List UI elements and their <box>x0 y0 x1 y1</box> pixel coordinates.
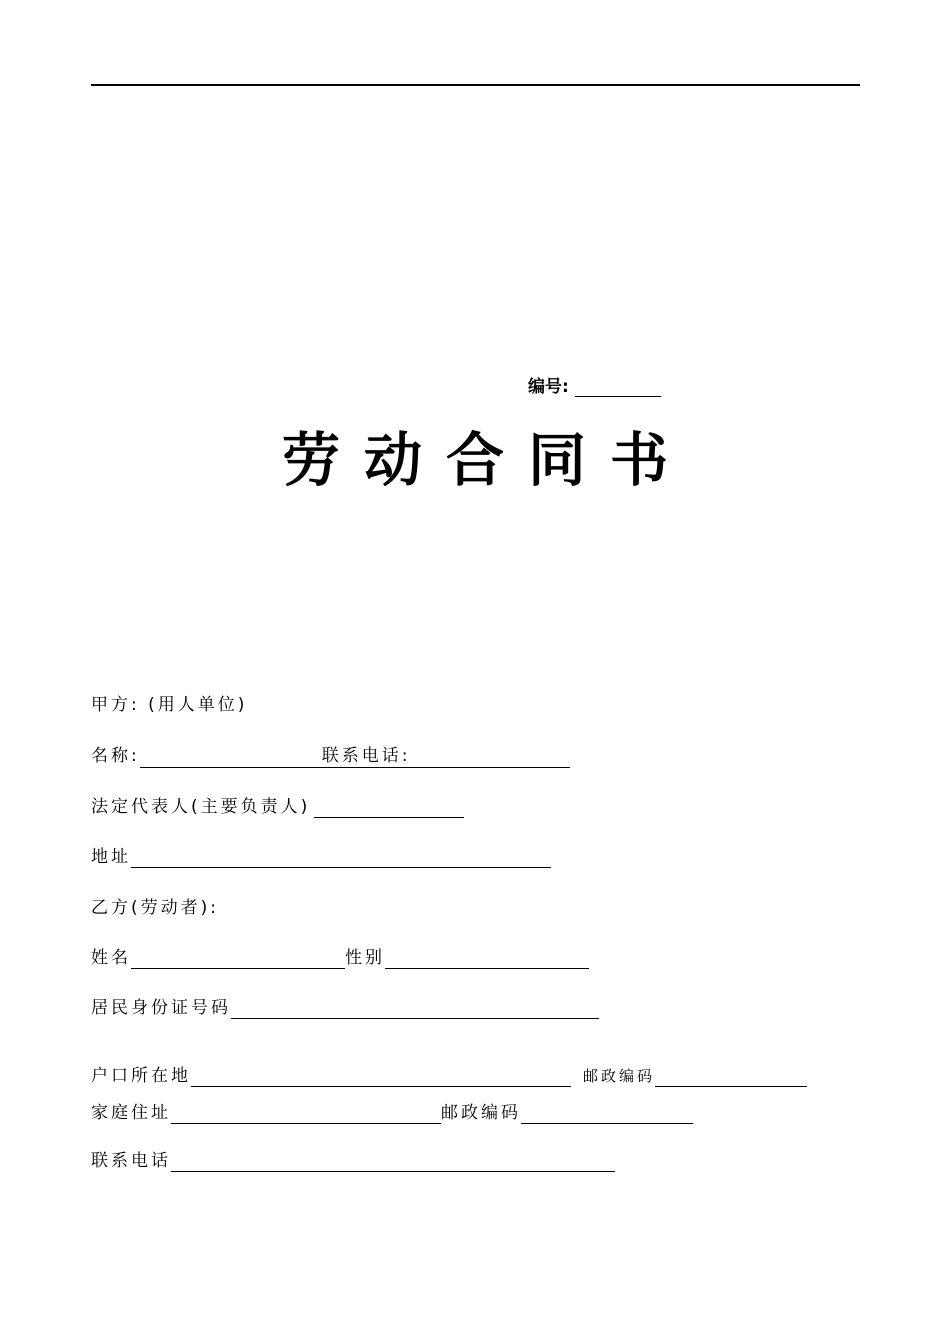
doc-number-field[interactable] <box>575 378 661 397</box>
party-a-legal-rep-field[interactable] <box>314 799 464 818</box>
party-b-hukou-postcode-field[interactable] <box>655 1068 807 1087</box>
party-b-heading: 乙方(劳动者): <box>91 898 219 918</box>
party-a-phone-field[interactable] <box>410 749 570 768</box>
party-a-name-row <box>91 745 570 768</box>
party-b-id-field[interactable] <box>231 1000 599 1019</box>
doc-number-label: 编号: <box>528 377 569 397</box>
party-b-home-postcode-field[interactable] <box>521 1105 693 1124</box>
party-b-phone-field[interactable] <box>171 1153 615 1172</box>
party-a-name-label: 名称: <box>91 746 140 766</box>
party-b-hukou-field[interactable] <box>191 1068 571 1087</box>
party-b-gender-label: 性别 <box>345 948 385 968</box>
party-a-address-label: 地址 <box>91 847 131 867</box>
page-title: 劳动合同书 <box>281 426 692 494</box>
party-b-home-address-field[interactable] <box>171 1105 441 1124</box>
party-b-home-postcode-label: 邮政编码 <box>441 1103 521 1123</box>
party-b-hukou-postcode-label: 邮政编码 <box>583 1067 656 1085</box>
party-a-address-field[interactable] <box>131 849 551 868</box>
party-a-phone-label: 联系电话: <box>321 746 411 766</box>
party-b-phone-label: 联系电话 <box>91 1151 171 1171</box>
party-a-name-field[interactable] <box>140 749 322 768</box>
party-b-hukou-row <box>91 1065 807 1087</box>
party-b-home-address-label: 家庭住址 <box>91 1103 171 1123</box>
party-a-heading: 甲方: (用人单位) <box>91 695 248 715</box>
party-b-hukou-label: 户口所在地 <box>91 1066 191 1086</box>
party-a-legal-rep-row <box>91 796 464 818</box>
party-b-phone-row <box>91 1150 615 1172</box>
party-b-gender-field[interactable] <box>385 950 589 969</box>
party-b-id-row <box>91 997 599 1019</box>
header-rule <box>91 84 860 86</box>
doc-number <box>528 372 661 397</box>
party-b-id-label: 居民身份证号码 <box>91 998 231 1018</box>
party-a-address-row <box>91 846 551 868</box>
party-b-name-label: 姓名 <box>91 948 131 968</box>
party-a-legal-rep-label: 法定代表人(主要负责人) <box>91 797 311 817</box>
party-b-name-field[interactable] <box>131 950 345 969</box>
party-b-name-row <box>91 947 589 969</box>
party-b-home-row <box>91 1102 693 1124</box>
